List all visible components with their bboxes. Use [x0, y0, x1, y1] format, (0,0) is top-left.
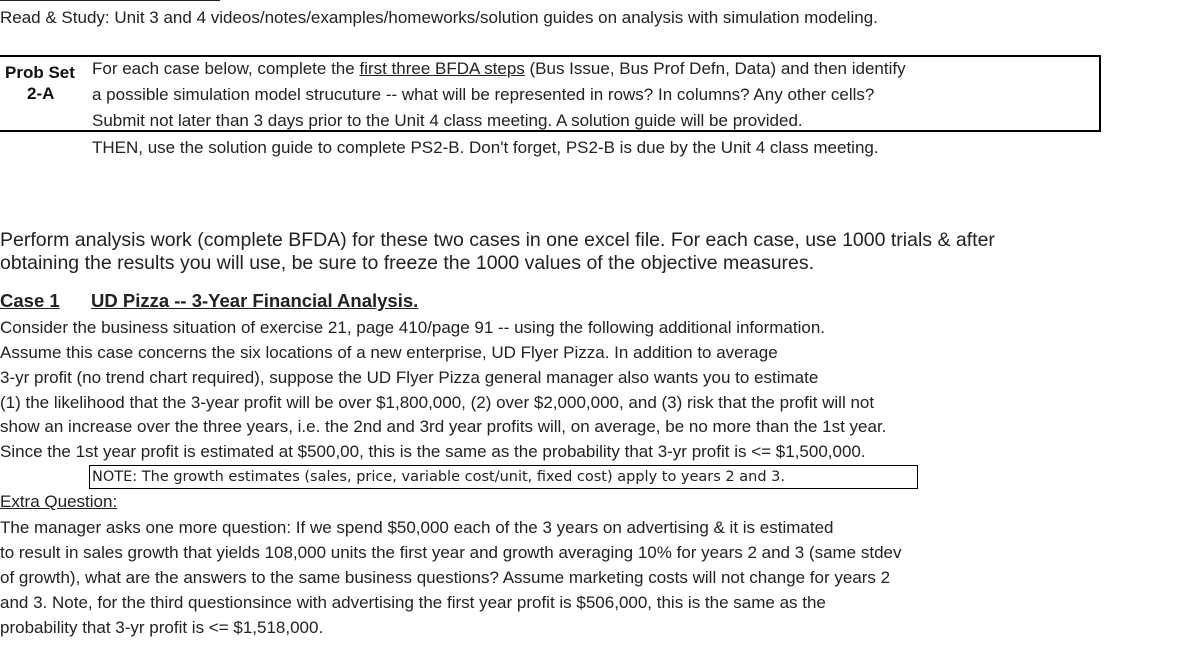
extra-line-3: of growth), what are the answers to the same business questions? Assume marketing costs will not change for years 2 — [0, 568, 891, 587]
extra-line-5: probability that 3-yr profit is <= $1,518,000. — [0, 618, 324, 637]
extra-line-1: The manager asks one more question: If we spend $50,000 each of the 3 years on advertising & it is estimated — [0, 518, 834, 537]
prob-set-line-3: Submit not later than 3 days prior to the Unit 4 class meeting. A solution guide will be provided. — [92, 111, 803, 130]
bfda-steps-link[interactable]: first three BFDA steps — [359, 59, 525, 78]
intro-line-2: obtaining the results you will use, be sure to freeze the 1000 values of the objective measures. — [0, 252, 815, 274]
extra-question-heading: Extra Question: — [0, 492, 118, 511]
prob-set-line-2: a possible simulation model strucuture -- what will be represented in rows? In columns? Any other cells? — [92, 85, 875, 104]
case-label: Case 1 — [0, 290, 60, 311]
case-line-4: (1) the likelihood that the 3-year profit will be over $1,800,000, (2) over $2,000,000, and (3) risk that the profit will not — [0, 393, 875, 412]
prob-set-number: 2-A — [27, 84, 55, 103]
case-line-6: Since the 1st year profit is estimated at $500,00, this is the same as the probability that 3-yr profit is <= $1,500,000. — [0, 442, 866, 461]
prob-set-label: Prob Set — [5, 63, 75, 82]
growth-note-box: NOTE: The growth estimates (sales, price, variable cost/unit, fixed cost) apply to years 2 and 3. — [89, 465, 918, 489]
case-line-5: show an increase over the three years, i.e. the 2nd and 3rd year profits will, on average, be no more than the 1st year. — [0, 417, 887, 436]
extra-line-2: to result in sales growth that yields 108,000 units the first year and growth averaging 10% for years 2 and 3 (same stdev — [0, 543, 902, 562]
case-title: UD Pizza -- 3-Year Financial Analysis. — [91, 290, 419, 311]
top-border-line — [0, 0, 220, 1]
read-study-text: Read & Study: Unit 3 and 4 videos/notes/examples/homeworks/solution guides on analysis with simulation modeling. — [0, 8, 878, 27]
intro-line-1: Perform analysis work (complete BFDA) for these two cases in one excel file. For each case, use 1000 trials & after — [0, 229, 995, 251]
prob-set-line-4: THEN, use the solution guide to complete PS2-B. Don't forget, PS2-B is due by the Unit 4 class meeting. — [92, 138, 879, 157]
case-line-3: 3-yr profit (no trend chart required), suppose the UD Flyer Pizza general manager also wants you to estimate — [0, 368, 819, 387]
prob-set-line-1: For each case below, complete the first three BFDA steps (Bus Issue, Bus Prof Defn, Data) and then identify — [92, 59, 906, 78]
extra-line-4: and 3. Note, for the third questionsince with advertising the first year profit is $506,000, this is the same as the — [0, 593, 826, 612]
case-line-2: Assume this case concerns the six locations of a new enterprise, UD Flyer Pizza. In addition to average — [0, 343, 778, 362]
case-line-1: Consider the business situation of exercise 21, page 410/page 91 -- using the following additional information. — [0, 318, 826, 337]
